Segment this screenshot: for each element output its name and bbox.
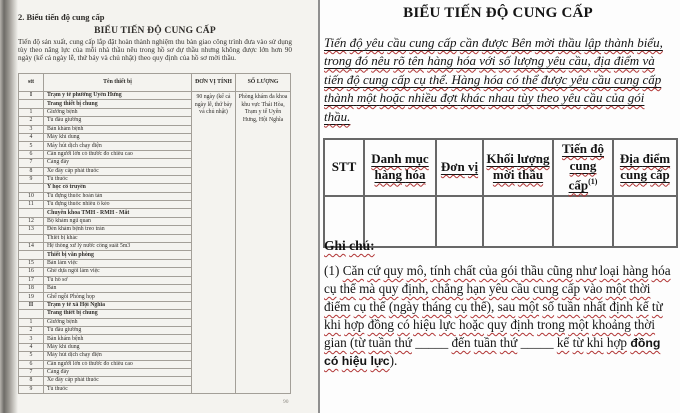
row-number-cell: 13 [19, 226, 44, 234]
row-number-cell [19, 310, 44, 318]
unit-merged-cell: 90 ngày (kể cả ngày lễ, thứ bảy và chủ nhật) [192, 92, 236, 394]
equipment-name-cell: Trang thiết bị chung [44, 100, 192, 108]
document-page-right [320, 0, 680, 413]
right-page-title: BIỂU TIẾN ĐỘ CUNG CẤP [403, 5, 593, 21]
row-number-cell: II [19, 301, 44, 309]
equipment-name-cell: Đèn khám bệnh treo trán [44, 226, 192, 234]
footnote-ref-1: (1) [588, 177, 598, 186]
section-heading: 2. Biểu tiến độ cung cấp [18, 12, 105, 22]
equipment-name-cell: Bàn làm việc [44, 259, 192, 267]
equipment-name-cell: Cáng đẩy [44, 159, 192, 167]
row-number-cell: 9 [19, 385, 44, 393]
equipment-schedule-table [18, 73, 291, 394]
row-number-cell: 19 [19, 293, 44, 301]
row-number-cell: 5 [19, 352, 44, 360]
row-number-cell [19, 251, 44, 259]
form-table-header-row [324, 139, 677, 196]
empty-cell-unit [436, 196, 483, 247]
equipment-name-cell: Tủ đầu giường [44, 326, 192, 334]
row-number-cell: 6 [19, 150, 44, 158]
equipment-name-cell: Bộ khám ngũ quan [44, 217, 192, 225]
form-col-volume-label: Khối lượng mời thầu [486, 150, 550, 183]
equipment-name-cell: Trạm y tế phường Uyên Hưng [44, 92, 192, 100]
col-header-stt: stt [19, 74, 44, 92]
form-col-location [613, 139, 677, 196]
equipment-name-cell: Máy khí dung [44, 133, 192, 141]
row-number-cell: 16 [19, 268, 44, 276]
equipment-name-cell: Tủ đầu giường [44, 117, 192, 125]
empty-cell-volume [483, 196, 553, 247]
equipment-name-cell: Giường bệnh [44, 108, 192, 116]
equipment-name-cell: Tủ đựng thuốc hoàn tán [44, 192, 192, 200]
row-number-cell: 9 [19, 175, 44, 183]
equipment-name-cell: Bàn khám bệnh [44, 335, 192, 343]
equipment-name-cell: Y học cổ truyền [44, 184, 192, 192]
equipment-name-cell: Thiết bị khác [44, 234, 192, 242]
equipment-name-cell: Máy hút dịch chạy điện [44, 142, 192, 150]
equipment-name-cell: Tủ thuốc [44, 175, 192, 183]
equipment-name-cell: Tủ đựng thuốc nhiều ô kéo [44, 201, 192, 209]
equipment-name-cell: Tủ hồ sơ [44, 276, 192, 284]
row-number-cell: 4 [19, 343, 44, 351]
equipment-name-cell: Xe đẩy cấp phát thuốc [44, 167, 192, 175]
row-number-cell: 6 [19, 360, 44, 368]
col-header-equipment-name: Tên thiết bị [44, 74, 192, 92]
form-col-goods [364, 139, 436, 196]
equipment-name-cell: Bàn [44, 284, 192, 292]
row-number-cell: 4 [19, 133, 44, 141]
equipment-name-cell: Chuyên khoa TMH - RMH - Mắt [44, 209, 192, 217]
equipment-name-cell: Cân người lớn có thước đo chiều cao [44, 150, 192, 158]
supply-schedule-form-table [323, 138, 678, 248]
equipment-name-cell: Ghế ngồi Phòng họp [44, 293, 192, 301]
equipment-name-cell: Ghế dựa ngồi làm việc [44, 268, 192, 276]
equipment-name-cell: Máy hút dịch chạy điện [44, 352, 192, 360]
row-number-cell: 1 [19, 108, 44, 116]
form-col-goods-label: Danh mục hàng hóa [371, 150, 429, 183]
equipment-name-cell: Bàn khám bệnh [44, 125, 192, 133]
row-number-cell: 14 [19, 243, 44, 251]
form-col-schedule [553, 139, 613, 196]
equipment-name-cell: Trang thiết bị chung [44, 310, 192, 318]
form-col-stt: STT [324, 139, 364, 196]
form-col-unit-label: Đơn vị [440, 159, 479, 175]
footnote-1-alt-font-text: đồng có hiệu lực [324, 336, 661, 368]
left-page-title: BIỂU TIẾN ĐỘ CUNG CẤP [94, 26, 216, 36]
col-header-quantity: SỐ LƯỢNG [236, 74, 291, 92]
row-number-cell: 7 [19, 159, 44, 167]
form-table-empty-row [324, 196, 677, 247]
empty-cell-schedule [553, 196, 613, 247]
row-number-cell [19, 100, 44, 108]
row-number-cell: 17 [19, 276, 44, 284]
row-number-cell: 5 [19, 142, 44, 150]
form-col-unit [436, 139, 483, 196]
row-number-cell: 3 [19, 335, 44, 343]
equipment-name-cell: Máy khí dung [44, 343, 192, 351]
equipment-name-cell: Thiết bị văn phòng [44, 251, 192, 259]
row-number-cell: 11 [19, 201, 44, 209]
left-table-row [19, 92, 291, 100]
footnote-1-text: (1) Căn cứ quy mô, tính chất của gói thầu cũng như loại hàng hóa cụ thể mà quy định, chẳng hạn yêu cầu cung cấp vào một thời điểm cụ thể (ngày tháng cụ thể), sau một số tuần nhất định kể từ khi hợp đồng có hiệu lực hoặc quy định trong một khoảng thời gian (từ tuần thứ _____ đến tuần thứ _____ kể từ khi hợp [324, 263, 671, 350]
footnote-1 [324, 262, 675, 370]
row-number-cell: 1 [19, 318, 44, 326]
left-intro-paragraph: Tiến độ sản xuất, cung cấp lắp đặt hoàn thành nghiệm thu bàn giao công trình đưa vào sử dụng tùy theo năng lực của mỗi nhà thầu nêu trong hồ sơ dự thầu nhưng không được lớn hơn 90 ngày (kể cả ngày lễ, thứ bảy và chủ nhật) theo quy định của hồ sơ mời thầu. [18, 38, 292, 63]
row-number-cell [19, 234, 44, 242]
row-number-cell: 7 [19, 368, 44, 376]
scanned-page-left [0, 0, 318, 413]
notes-label: Ghi chú: [324, 238, 375, 253]
row-number-cell: 2 [19, 326, 44, 334]
equipment-name-cell: Cáng đẩy [44, 368, 192, 376]
form-col-volume [483, 139, 553, 196]
row-number-cell: 3 [19, 125, 44, 133]
row-number-cell [19, 209, 44, 217]
page-number: 90 [283, 399, 289, 405]
form-col-location-label: Địa điểm cung cấp [619, 150, 671, 183]
quantity-merged-cell: Phòng khám đa khoa khu vực Thái Hòa, Trạm y tế Uyên Hưng, Hội Nghĩa [236, 92, 291, 394]
left-table-header-row [19, 74, 291, 92]
row-number-cell: 12 [19, 217, 44, 225]
form-col-schedule-label: Tiến độ cung cấp [561, 141, 605, 193]
row-number-cell: 8 [19, 167, 44, 175]
col-header-unit: ĐƠN VỊ TÍNH [192, 74, 236, 92]
equipment-name-cell: Hệ thống xử lý nước công suất 5m3 [44, 243, 192, 251]
row-number-cell: 10 [19, 192, 44, 200]
left-table-body [19, 92, 291, 394]
row-number-cell: 2 [19, 117, 44, 125]
equipment-name-cell: Trạm y tế xã Hội Nghĩa [44, 301, 192, 309]
row-number-cell [19, 184, 44, 192]
row-number-cell: 8 [19, 377, 44, 385]
equipment-name-cell: Giường bệnh [44, 318, 192, 326]
empty-cell-location [613, 196, 677, 247]
row-number-cell: I [19, 92, 44, 100]
equipment-name-cell: Cân người lớn có thước đo chiều cao [44, 360, 192, 368]
row-number-cell: 15 [19, 259, 44, 267]
equipment-name-cell: Tủ thuốc [44, 385, 192, 393]
row-number-cell: 18 [19, 284, 44, 292]
right-intro-paragraph: Tiến độ yêu cầu cung cấp cần được Bên mời thầu lập thành biểu, trong đó nêu rõ tên hàng hóa với số lượng yêu cầu, địa điểm và tiến độ cung cấp cụ thể. Hàng hóa có thể được yêu cầu cung cấp thành một hoặc nhiều đợt khác nhau tùy theo yêu cầu của gói thầu. [324, 35, 663, 124]
footnote-1-tail: ). [389, 353, 398, 368]
equipment-name-cell: Xe đẩy cấp phát thuốc [44, 377, 192, 385]
